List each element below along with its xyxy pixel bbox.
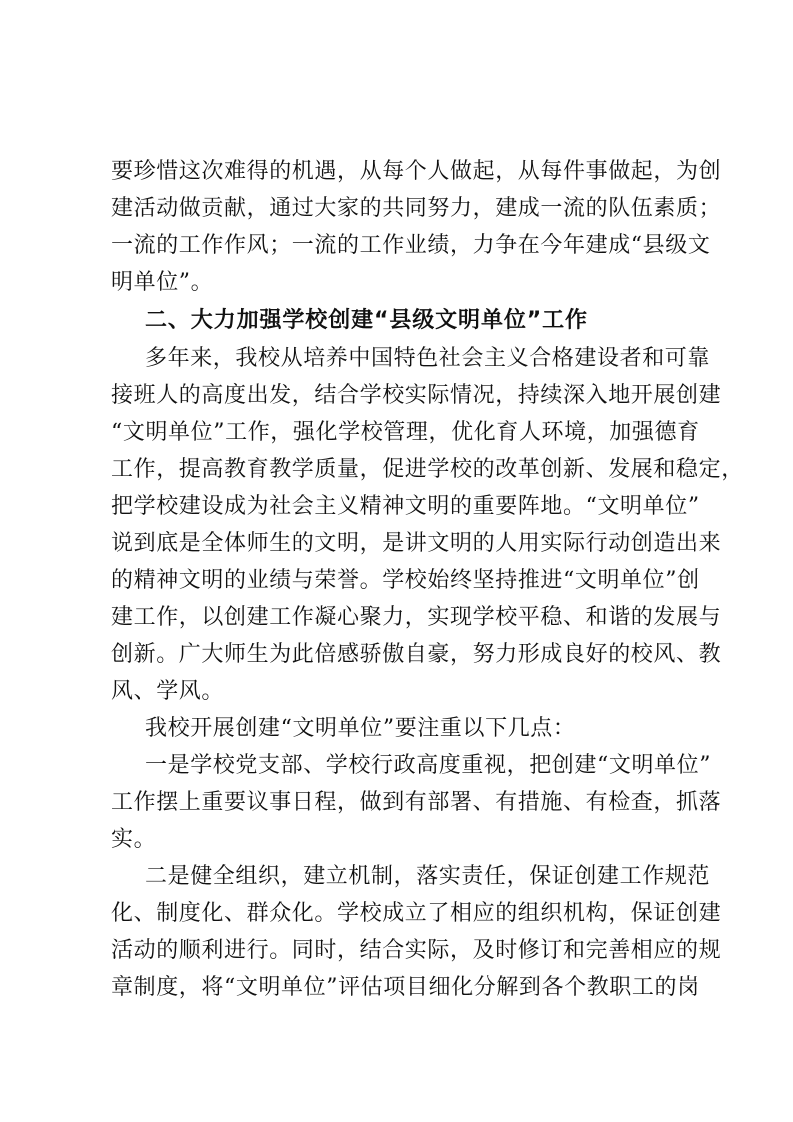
text-line: 创新。广大师生为此倍感骄傲自豪，努力形成良好的校风、教 [111, 642, 722, 667]
text-line: 章制度，将“文明单位”评估项目细化分解到各个教职工的岗 [111, 975, 700, 1000]
text-line: 说到底是全体师生的文明，是讲文明的人用实际行动创造出来 [111, 531, 722, 556]
text-line: 建活动做贡献，通过大家的共同努力，建成一流的队伍素质； [111, 196, 722, 221]
text-line: 一流的工作作风；一流的工作业绩，力争在今年建成“县级文 [111, 233, 711, 258]
text-line: 工作，提高教育教学质量，促进学校的改革创新、发展和稳定， [111, 457, 744, 482]
text-line: 接班人的高度出发，结合学校实际情况，持续深入地开展创建 [111, 383, 722, 408]
section-heading: 二、大力加强学校创建“县级文明单位”工作 [145, 308, 588, 333]
text-line: 把学校建设成为社会主义精神文明的重要阵地。“文明单位” [111, 494, 700, 519]
text-line: 明单位”。 [111, 270, 214, 295]
text-line: 实。 [111, 827, 157, 852]
text-line: 二是健全组织，建立机制，落实责任，保证创建工作规范 [145, 864, 711, 889]
text-line: 要珍惜这次难得的机遇，从每个人做起，从每件事做起，为创 [111, 159, 722, 184]
text-line: 的精神文明的业绩与荣誉。学校始终坚持推进“文明单位”创 [111, 568, 700, 593]
text-line: 化、制度化、群众化。学校成立了相应的组织机构，保证创建 [111, 901, 722, 926]
text-line: “文明单位”工作，强化学校管理，优化育人环境，加强德育 [111, 420, 700, 445]
text-line: 建工作，以创建工作凝心聚力，实现学校平稳、和谐的发展与 [111, 605, 722, 630]
text-line: 多年来，我校从培养中国特色社会主义合格建设者和可靠 [145, 346, 711, 371]
text-line: 一是学校党支部、学校行政高度重视，把创建“文明单位” [145, 753, 712, 778]
text-line: 我校开展创建“文明单位”要注重以下几点： [145, 716, 576, 741]
text-line: 工作摆上重要议事日程，做到有部署、有措施、有检查，抓落 [111, 790, 722, 815]
text-line: 风、学风。 [111, 679, 225, 704]
text-line: 活动的顺利进行。同时，结合实际，及时修订和完善相应的规 [111, 938, 722, 963]
